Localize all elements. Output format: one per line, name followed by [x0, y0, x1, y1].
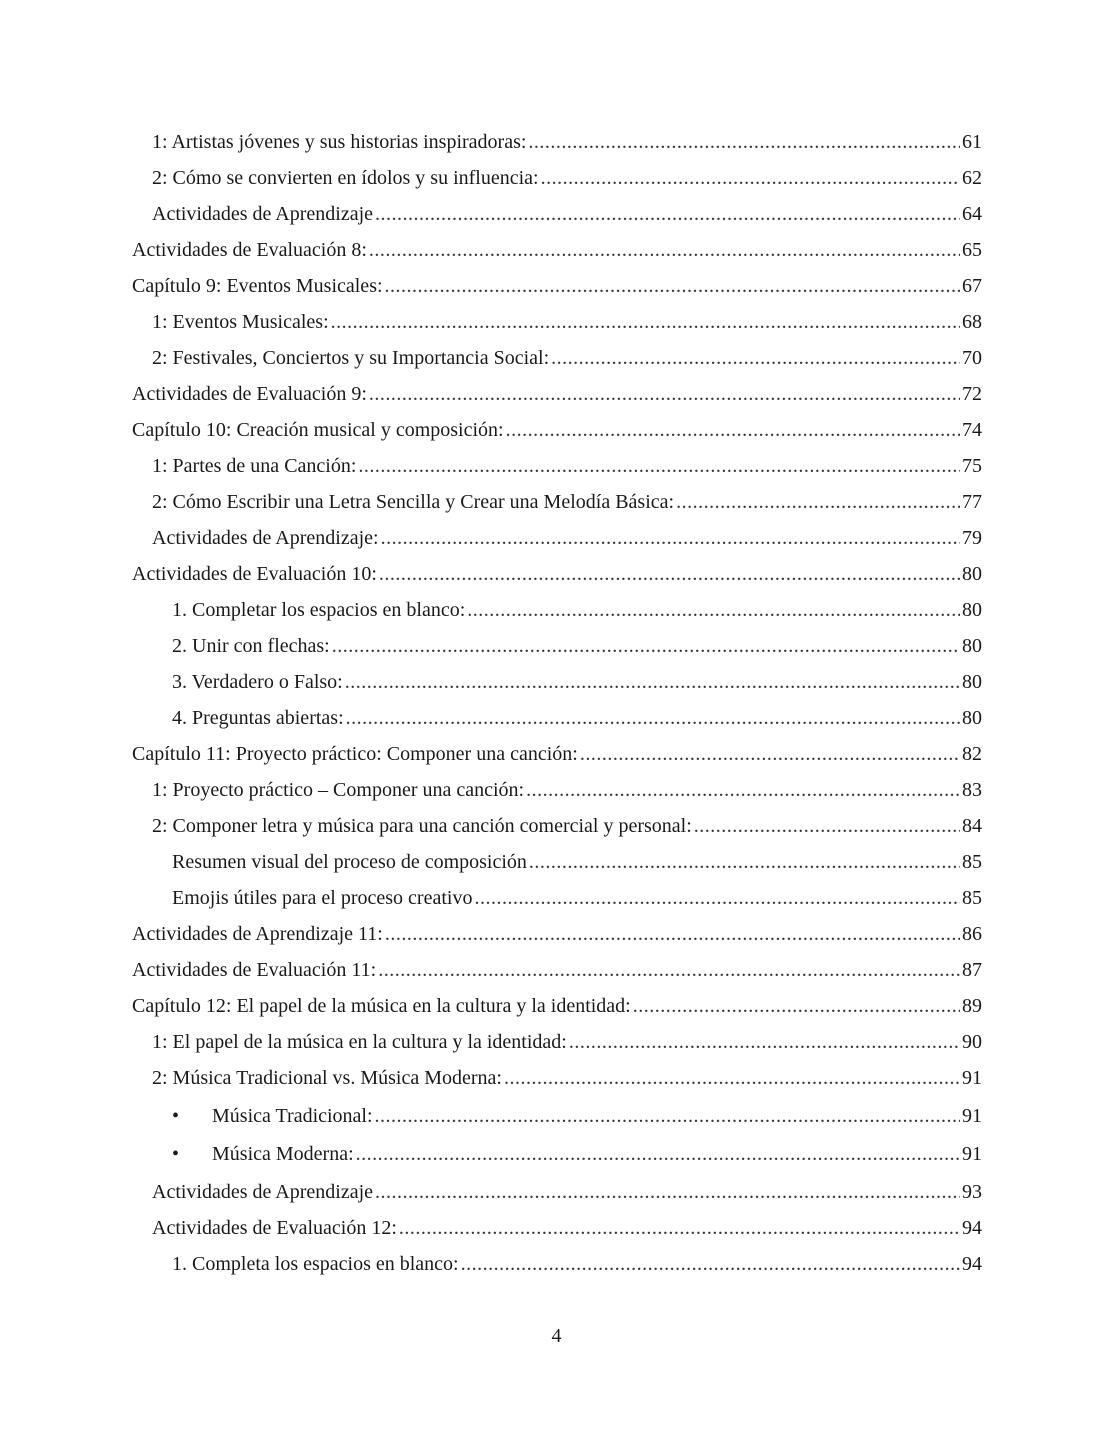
toc-entry-label: 2: Festivales, Conciertos y su Importancia Social: — [152, 347, 550, 369]
toc-entry-label: 2: Componer letra y música para una canción comercial y personal: — [152, 815, 692, 837]
bullet-icon: • — [172, 1105, 180, 1127]
toc-entry-label: Capítulo 11: Proyecto práctico: Componer una canción: — [132, 743, 578, 765]
toc-dot-leader — [459, 1248, 960, 1280]
toc-entry-page-number: 85 — [962, 887, 982, 909]
toc-entry-label: 1: El papel de la música en la cultura y la identidad: — [152, 1031, 567, 1053]
toc-dot-leader — [373, 1176, 960, 1208]
toc-entry-label: Actividades de Evaluación 11: — [132, 959, 377, 981]
toc-entry-label: Actividades de Evaluación 10: — [132, 563, 377, 585]
toc-entry[interactable] — [172, 846, 982, 878]
toc-entry-page-number: 67 — [962, 275, 982, 297]
toc-entry[interactable] — [132, 414, 982, 446]
toc-entry[interactable] — [152, 522, 982, 554]
toc-entry-page-number: 80 — [962, 635, 982, 657]
toc-entry-page-number: 89 — [962, 995, 982, 1017]
toc-dot-leader — [578, 738, 960, 770]
toc-entry-label: Actividades de Aprendizaje: — [152, 527, 379, 549]
toc-entry-page-number: 80 — [962, 707, 982, 729]
toc-entry-page-number: 79 — [962, 527, 982, 549]
toc-entry[interactable] — [132, 558, 982, 590]
toc-entry[interactable] — [152, 774, 982, 806]
toc-entry-page-number: 84 — [962, 815, 982, 837]
toc-entry-label: 2. Unir con flechas: — [172, 635, 330, 657]
toc-entry-page-number: 91 — [962, 1143, 982, 1165]
toc-entry[interactable] — [152, 486, 982, 518]
toc-entry-label: Resumen visual del proceso de composición — [172, 851, 527, 873]
toc-entry[interactable] — [172, 1248, 982, 1280]
toc-dot-leader — [472, 882, 960, 914]
toc-dot-leader — [343, 666, 960, 698]
toc-entry[interactable] — [152, 162, 982, 194]
toc-entry-page-number: 80 — [962, 671, 982, 693]
toc-dot-leader — [674, 486, 960, 518]
toc-entry-page-number: 86 — [962, 923, 982, 945]
toc-entry-label: 1: Partes de una Canción: — [152, 455, 357, 477]
toc-entry-page-number: 68 — [962, 311, 982, 333]
bullet-icon: • — [172, 1143, 180, 1165]
toc-dot-leader — [379, 522, 960, 554]
toc-dot-leader — [367, 378, 960, 410]
toc-entry[interactable] — [172, 882, 982, 914]
toc-dot-leader — [376, 954, 960, 986]
toc-entry-page-number: 87 — [962, 959, 982, 981]
toc-entry-label: 1: Proyecto práctico – Componer una canción: — [152, 779, 525, 801]
toc-entry[interactable] — [132, 990, 982, 1022]
toc-entry-page-number: 61 — [962, 131, 982, 153]
toc-entry-label: Emojis útiles para el proceso creativo — [172, 887, 473, 909]
toc-entry-page-number: 64 — [962, 203, 982, 225]
toc-entry-label: Capítulo 9: Eventos Musicales: — [132, 275, 383, 297]
toc-entry-label: 1. Completa los espacios en blanco: — [172, 1253, 459, 1275]
toc-entry-page-number: 82 — [962, 743, 982, 765]
toc-entry-label: 3. Verdadero o Falso: — [172, 671, 343, 693]
toc-dot-leader — [527, 846, 960, 878]
toc-dot-leader — [549, 342, 960, 374]
toc-dot-leader — [373, 198, 960, 230]
toc-entry[interactable] — [132, 918, 982, 950]
toc-dot-leader — [567, 1026, 960, 1058]
toc-entry-label: Actividades de Evaluación 9: — [132, 383, 367, 405]
toc-entry[interactable] — [152, 198, 982, 230]
toc-entry[interactable] — [152, 1062, 982, 1094]
toc-dot-leader — [539, 162, 960, 194]
toc-entry-page-number: 80 — [962, 563, 982, 585]
toc-dot-leader — [502, 1062, 960, 1094]
toc-entry-label: 4. Preguntas abiertas: — [172, 707, 344, 729]
toc-dot-leader — [354, 1138, 960, 1170]
page-number: 4 — [551, 1325, 562, 1347]
toc-entry-page-number: 75 — [962, 455, 982, 477]
toc-entry-page-number: 62 — [962, 167, 982, 189]
toc-entry[interactable] — [152, 1176, 982, 1208]
toc-entry-page-number: 91 — [962, 1105, 982, 1127]
toc-entry-page-number: 83 — [962, 779, 982, 801]
toc-entry[interactable] — [132, 234, 982, 266]
toc-dot-leader — [465, 594, 960, 626]
toc-dot-leader — [526, 126, 960, 158]
toc-dot-leader — [383, 918, 960, 950]
toc-entry[interactable] — [132, 378, 982, 410]
toc-entry-label: Actividades de Aprendizaje 11: — [132, 923, 383, 945]
toc-entry-page-number: 72 — [962, 383, 982, 405]
toc-entry[interactable] — [152, 450, 982, 482]
toc-entry-page-number: 85 — [962, 851, 982, 873]
toc-entry-label: Actividades de Evaluación 8: — [132, 239, 367, 261]
toc-entry-label: 2: Cómo Escribir una Letra Sencilla y Crear una Melodía Básica: — [152, 491, 675, 513]
toc-entry-label: Actividades de Aprendizaje — [152, 1181, 374, 1203]
toc-entry-page-number: 93 — [962, 1181, 982, 1203]
toc-dot-leader — [397, 1212, 960, 1244]
toc-entry-label: Actividades de Aprendizaje — [152, 203, 374, 225]
toc-entry-label: Música Moderna: — [212, 1143, 354, 1165]
toc-entry-page-number: 65 — [962, 239, 982, 261]
toc-entry-label: 2: Cómo se convierten en ídolos y su influencia: — [152, 167, 539, 189]
toc-entry[interactable] — [172, 702, 982, 734]
toc-entry[interactable] — [172, 1100, 982, 1132]
toc-entry-label: Capítulo 10: Creación musical y composición: — [132, 419, 504, 441]
toc-dot-leader — [692, 810, 960, 842]
toc-entry[interactable] — [152, 342, 982, 374]
toc-dot-leader — [330, 630, 960, 662]
toc-entry[interactable] — [152, 126, 982, 158]
toc-dot-leader — [524, 774, 960, 806]
toc-entry[interactable] — [172, 630, 982, 662]
toc-entry-label: Actividades de Evaluación 12: — [152, 1217, 397, 1239]
toc-dot-leader — [631, 990, 960, 1022]
toc-entry-label: 1: Artistas jóvenes y sus historias inspiradoras: — [152, 131, 527, 153]
toc-entry-label: 1. Completar los espacios en blanco: — [172, 599, 466, 621]
toc-entry-page-number: 70 — [962, 347, 982, 369]
toc-entry[interactable] — [152, 810, 982, 842]
toc-entry[interactable] — [172, 594, 982, 626]
toc-entry-label: Música Tradicional: — [212, 1105, 373, 1127]
toc-entry-label: 2: Música Tradicional vs. Música Moderna: — [152, 1067, 502, 1089]
toc-entry-page-number: 90 — [962, 1031, 982, 1053]
toc-entry-page-number: 77 — [962, 491, 982, 513]
toc-entry[interactable] — [172, 666, 982, 698]
toc-entry[interactable] — [172, 1138, 982, 1170]
toc-dot-leader — [329, 306, 960, 338]
toc-dot-leader — [344, 702, 960, 734]
toc-dot-leader — [504, 414, 960, 446]
toc-entry-page-number: 94 — [962, 1253, 982, 1275]
toc-entry-page-number: 94 — [962, 1217, 982, 1239]
toc-entry[interactable] — [132, 954, 982, 986]
toc-entry[interactable] — [132, 738, 982, 770]
toc-dot-leader — [373, 1100, 960, 1132]
toc-dot-leader — [356, 450, 960, 482]
toc-entry-page-number: 80 — [962, 599, 982, 621]
toc-entry-page-number: 74 — [962, 419, 982, 441]
toc-entry-label: Capítulo 12: El papel de la música en la cultura y la identidad: — [132, 995, 631, 1017]
toc-dot-leader — [377, 558, 960, 590]
toc-entry[interactable] — [152, 1026, 982, 1058]
toc-entry-label: 1: Eventos Musicales: — [152, 311, 329, 333]
toc-dot-leader — [367, 234, 960, 266]
toc-entry-page-number: 91 — [962, 1067, 982, 1089]
toc-dot-leader — [383, 270, 960, 302]
toc-entry[interactable] — [132, 270, 982, 302]
toc-entry[interactable] — [152, 1212, 982, 1244]
toc-entry[interactable] — [152, 306, 982, 338]
